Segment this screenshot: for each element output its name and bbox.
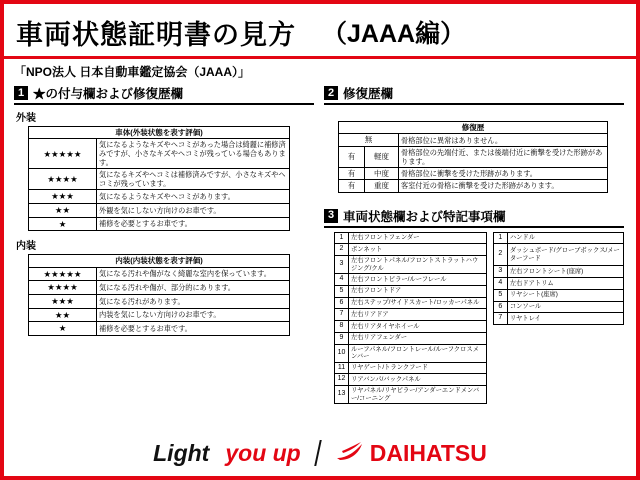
interior-parts-list [493, 232, 624, 326]
item-number: 3 [493, 266, 507, 278]
exterior-parts-list [334, 232, 487, 405]
table-row [29, 308, 290, 322]
table-row [339, 180, 608, 192]
list-item [335, 344, 487, 362]
item-number: 10 [335, 344, 349, 362]
exterior-stars-2: ★★ [29, 204, 97, 218]
repair-degree-light: 軽度 [365, 146, 399, 167]
list-item [493, 232, 623, 244]
item-label: ボンネット [349, 244, 487, 256]
item-label: 左右リアフェンダー [349, 332, 487, 344]
item-label: ダッシュボード/グローブボックス/メーターフード [507, 244, 623, 266]
item-number: 12 [335, 374, 349, 386]
interior-desc-4: 気になる汚れや傷が、部分的にあります。 [97, 281, 290, 295]
daihatsu-logo-block [335, 439, 487, 468]
exterior-stars-5: ★★★★★ [29, 139, 97, 169]
item-number: 3 [335, 256, 349, 274]
list-item [335, 232, 487, 244]
section-2-title: 修復歴欄 [343, 87, 394, 101]
item-number: 8 [335, 321, 349, 333]
table-row [29, 281, 290, 295]
exterior-desc-5: 気になるようなキズやヘコミがあった場合は綺麗に補修済みですが、小さなキズやヘコミが残っている場合もあります。 [97, 139, 290, 169]
item-label: ハンドル [507, 232, 623, 244]
exterior-label: 外装 [16, 113, 36, 124]
item-number: 7 [493, 313, 507, 325]
right-column [324, 84, 624, 404]
tagline-o-smiley: o [238, 439, 253, 466]
footer-divider [314, 440, 322, 466]
condition-lists [334, 232, 624, 405]
list-item [335, 386, 487, 404]
list-item [335, 321, 487, 333]
list-item [493, 278, 623, 290]
interior-stars-2: ★★ [29, 308, 97, 322]
list-item [335, 256, 487, 274]
daihatsu-wordmark: DAIHATSU [369, 439, 487, 466]
item-number: 9 [335, 332, 349, 344]
item-number: 4 [493, 278, 507, 290]
item-number: 1 [335, 232, 349, 244]
list-item [493, 313, 623, 325]
repair-degree-heavy: 重度 [365, 180, 399, 192]
repair-desc-light: 骨格部位の先端付近、または後端付近に衝撃を受けた形跡があります。 [399, 146, 608, 167]
item-label: ルーフパネル/フロントレール/ルーフクロスメンバー [349, 344, 487, 362]
section-2-header [324, 84, 624, 105]
item-number: 6 [335, 297, 349, 309]
item-label: リヤトレイ [507, 313, 623, 325]
item-label: リヤパネル/リヤピラー/アンダーエンドメンバー/コーニング [349, 386, 487, 404]
list-item [335, 297, 487, 309]
daihatsu-d-icon [335, 439, 365, 468]
tagline-you-up [225, 440, 300, 467]
content-columns [4, 84, 636, 404]
tagline-y: y [225, 439, 239, 466]
exterior-stars-4: ★★★★ [29, 169, 97, 190]
table-row [29, 267, 290, 281]
left-column [14, 84, 314, 404]
exterior-desc-1: 補修を必要とするお車です。 [97, 217, 290, 231]
table-row [339, 167, 608, 179]
list-item [493, 266, 623, 278]
item-label: 左右リアタイヤホイール [349, 321, 487, 333]
header-divider [4, 56, 636, 59]
list-item [335, 274, 487, 286]
section-1-title: ★の付与欄および修復歴欄 [33, 87, 184, 101]
item-label: リヤゲート/トランクフード [349, 362, 487, 374]
item-label: 左右フロントフェンダー [349, 232, 487, 244]
exterior-stars-3: ★★★ [29, 190, 97, 204]
interior-stars-4: ★★★★ [29, 281, 97, 295]
repair-desc-heavy: 客室付近の骨格に衝撃を受けた形跡があります。 [399, 180, 608, 192]
repair-desc-medium: 骨格部位に衝撃を受けた形跡があります。 [399, 167, 608, 179]
item-label: リヤシート(座席) [507, 289, 623, 301]
interior-table [28, 254, 290, 336]
table-row [29, 255, 290, 267]
table-row [339, 134, 608, 146]
tagline-u-up: u up [252, 439, 301, 466]
item-number: 5 [335, 285, 349, 297]
repair-kind-none: 無 [339, 134, 399, 146]
list-item [335, 285, 487, 297]
organization-line: 「NPO法人 日本自動車鑑定協会（JAAA）」 [14, 65, 251, 79]
interior-stars-5: ★★★★★ [29, 267, 97, 281]
item-label: 左右フロントパネル/フロントストラットハウジング/クル [349, 256, 487, 274]
table-row [29, 169, 290, 190]
interior-desc-5: 気になる汚れや傷がなく綺麗な室内を保っています。 [97, 267, 290, 281]
item-number: 5 [493, 289, 507, 301]
exterior-table-header: 車体(外装状態を表す評価) [29, 127, 290, 139]
repair-kind-medium: 有 [339, 167, 365, 179]
exterior-table [28, 126, 290, 231]
interior-desc-1: 補修を必要とするお車です。 [97, 322, 290, 336]
table-row [29, 190, 290, 204]
item-label: リアバンパ/バックパネル [349, 374, 487, 386]
section-1-header [14, 84, 314, 105]
interior-desc-3: 気になる汚れがあります。 [97, 294, 290, 308]
repair-kind-light: 有 [339, 146, 365, 167]
item-number: 2 [335, 244, 349, 256]
exterior-desc-4: 気になるキズやヘコミは補修済みですが、小さなキズやヘコミが残っています。 [97, 169, 290, 190]
item-label: 左右リアドア [349, 309, 487, 321]
exterior-desc-2: 外観を気にしない方向けのお車です。 [97, 204, 290, 218]
table-row [339, 122, 608, 134]
table-row [29, 294, 290, 308]
repair-degree-medium: 中度 [365, 167, 399, 179]
item-number: 4 [335, 274, 349, 286]
item-label: 左右フロントピラー/ルーフレール [349, 274, 487, 286]
exterior-desc-3: 気になるようなキズやヘコミがあります。 [97, 190, 290, 204]
section-3-header [324, 207, 624, 228]
table-row [29, 139, 290, 169]
item-label: 左右ステップ/サイドスカート/ロッカーパネル [349, 297, 487, 309]
list-item [335, 374, 487, 386]
tagline-light: Light [153, 439, 210, 466]
item-label: 左右フロントドア [349, 285, 487, 297]
section-2-number: 2 [324, 86, 338, 100]
section-3-number: 3 [324, 209, 338, 223]
repair-kind-heavy: 有 [339, 180, 365, 192]
footer-branding [4, 430, 636, 476]
item-number: 1 [493, 232, 507, 244]
item-number: 11 [335, 362, 349, 374]
interior-stars-1: ★ [29, 322, 97, 336]
table-row [29, 322, 290, 336]
section-1-number: 1 [14, 86, 28, 100]
item-label: 左右フロントシート(座席) [507, 266, 623, 278]
interior-desc-2: 内装を気にしない方向けのお車です。 [97, 308, 290, 322]
list-item [493, 289, 623, 301]
table-row [29, 127, 290, 139]
interior-stars-3: ★★★ [29, 294, 97, 308]
list-item [335, 362, 487, 374]
interior-label: 内装 [16, 241, 36, 253]
page-subtitle: （JAAA編） [322, 20, 466, 48]
interior-table-header: 内装(内装状態を表す評価) [29, 255, 290, 267]
item-number: 2 [493, 244, 507, 266]
list-item [493, 301, 623, 313]
item-number: 7 [335, 309, 349, 321]
table-row [29, 217, 290, 231]
repair-history-header: 修復歴 [339, 122, 608, 134]
exterior-stars-1: ★ [29, 217, 97, 231]
page-title: 車両状態証明書の見方 [16, 19, 296, 50]
list-item [335, 332, 487, 344]
item-label: 左右ドアトリム [507, 278, 623, 290]
list-item [335, 244, 487, 256]
item-label: コンソール [507, 301, 623, 313]
list-item [335, 309, 487, 321]
table-row [29, 204, 290, 218]
list-item [493, 244, 623, 266]
item-number: 6 [493, 301, 507, 313]
repair-desc-none: 骨格部位に異常はありません。 [399, 134, 608, 146]
page-header [4, 4, 636, 56]
repair-history-table [338, 121, 608, 193]
table-row [339, 146, 608, 167]
item-number: 13 [335, 386, 349, 404]
section-3-title: 車両状態欄および特記事項欄 [343, 209, 506, 224]
